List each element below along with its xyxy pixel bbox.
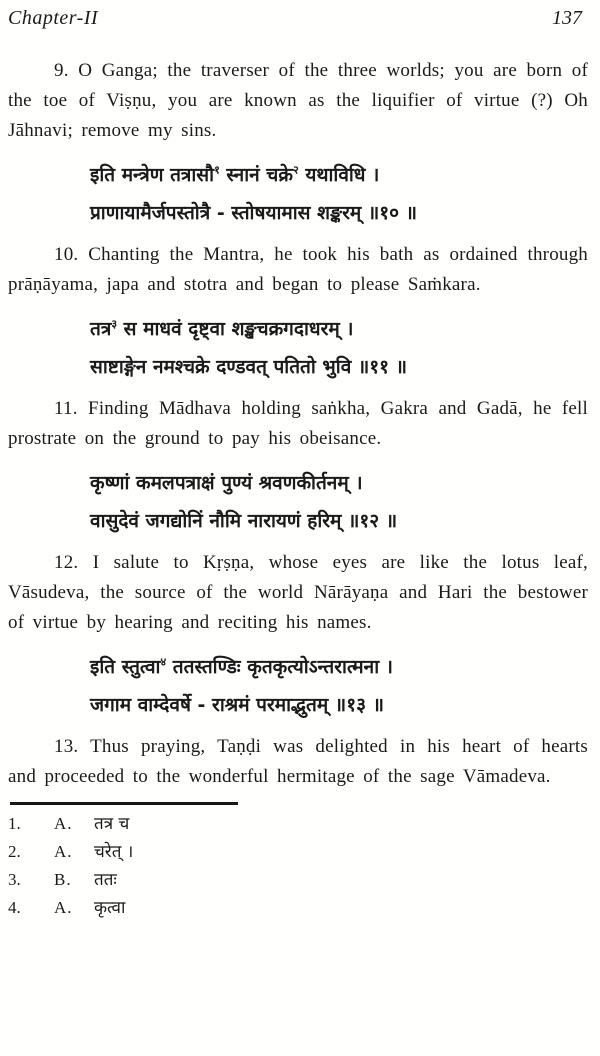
footnote-number: 3.: [8, 870, 21, 889]
verse-line: प्राणायामैर्जपस्तोत्रै - स्तोषयामास शङ्करम् ॥१० ॥: [90, 202, 417, 224]
verse-line: इति स्तुत्वा$^४$ ततस्तण्डिः कृतकृत्योऽन्तरात्मना ।: [90, 655, 393, 678]
sanskrit-verse-13: [90, 648, 588, 724]
footnote-number: 4.: [8, 898, 21, 917]
paragraph-translation-11: 11. Finding Mādhava holding saṅkha, Gakra and Gadā, he fell prostrate on the ground to pay his obeisance.: [8, 398, 588, 449]
sanskrit-verse-11: [90, 310, 588, 386]
sanskrit-verse-12: [90, 464, 588, 540]
paragraph-translation-10: 10. Chanting the Mantra, he took his bath as ordained through prāṇāyama, japa and stotra and began to please Saṁkara.: [8, 244, 588, 295]
verse-line: जगाम वाम्देवर्षे - राश्रमं परमाद्भुतम् ॥१३ ॥: [90, 694, 384, 716]
chapter-title: Chapter-II: [8, 7, 99, 29]
verse-line: साष्टाङ्गेन नमश्चक्रे दण्डवत् पतितो भुवि ॥११ ॥: [90, 356, 408, 378]
verse-line: वासुदेवं जगद्योनिं नौमि नारायणं हरिम् ॥१२ ॥: [90, 510, 398, 532]
footnote-item: [8, 867, 588, 895]
verse-line: इति मन्त्रेण तत्रासौ$^१$ स्नानं चक्रे$^२$ यथाविधि ।: [90, 163, 380, 186]
footnote-item: [8, 811, 588, 839]
footnote-item: [8, 895, 588, 923]
footnote-text: तत्र च: [94, 814, 130, 834]
running-head: [8, 6, 588, 30]
footnote-siglum: A.: [54, 842, 73, 861]
paragraph-translation-9: 9. O Ganga; the traverser of the three worlds; you are born of the toe of Viṣṇu, you are known as the liquifier of virtue (?) Oh Jāhnavi; remove my sins.: [8, 60, 588, 141]
footnote-separator: [10, 802, 238, 805]
verse-line: कृष्णां कमलपत्राक्षं पुण्यं श्रवणकीर्तनम् ।: [90, 472, 363, 494]
footnote-siglum: B.: [54, 870, 72, 889]
footnote-text: ततः: [94, 870, 117, 890]
verse-line: तत्र$^३$ स माधवं दृष्ट्वा शङ्खचक्रगदाधरम् ।: [90, 317, 354, 340]
footnote-text: कृत्वा: [94, 898, 126, 918]
footnote-number: 1.: [8, 814, 21, 833]
footnotes: [8, 811, 588, 923]
sanskrit-verse-10: [90, 156, 588, 232]
footnote-item: [8, 839, 588, 867]
footnote-siglum: A.: [54, 814, 73, 833]
paragraph-translation-13: 13. Thus praying, Taṇḍi was delighted in his heart of hearts and proceeded to the wonderful hermitage of the sage Vāmadeva.: [8, 736, 588, 787]
page-number: 137: [552, 7, 582, 29]
footnote-text: चरेत् ।: [94, 842, 134, 862]
footnote-number: 2.: [8, 842, 21, 861]
footnote-siglum: A.: [54, 898, 73, 917]
paragraph-translation-12: 12. I salute to Kṛṣṇa, whose eyes are like the lotus leaf, Vāsudeva, the source of the world Nārāyaṇa and Hari the bestower of virtue by hearing and reciting his names.: [8, 552, 588, 633]
